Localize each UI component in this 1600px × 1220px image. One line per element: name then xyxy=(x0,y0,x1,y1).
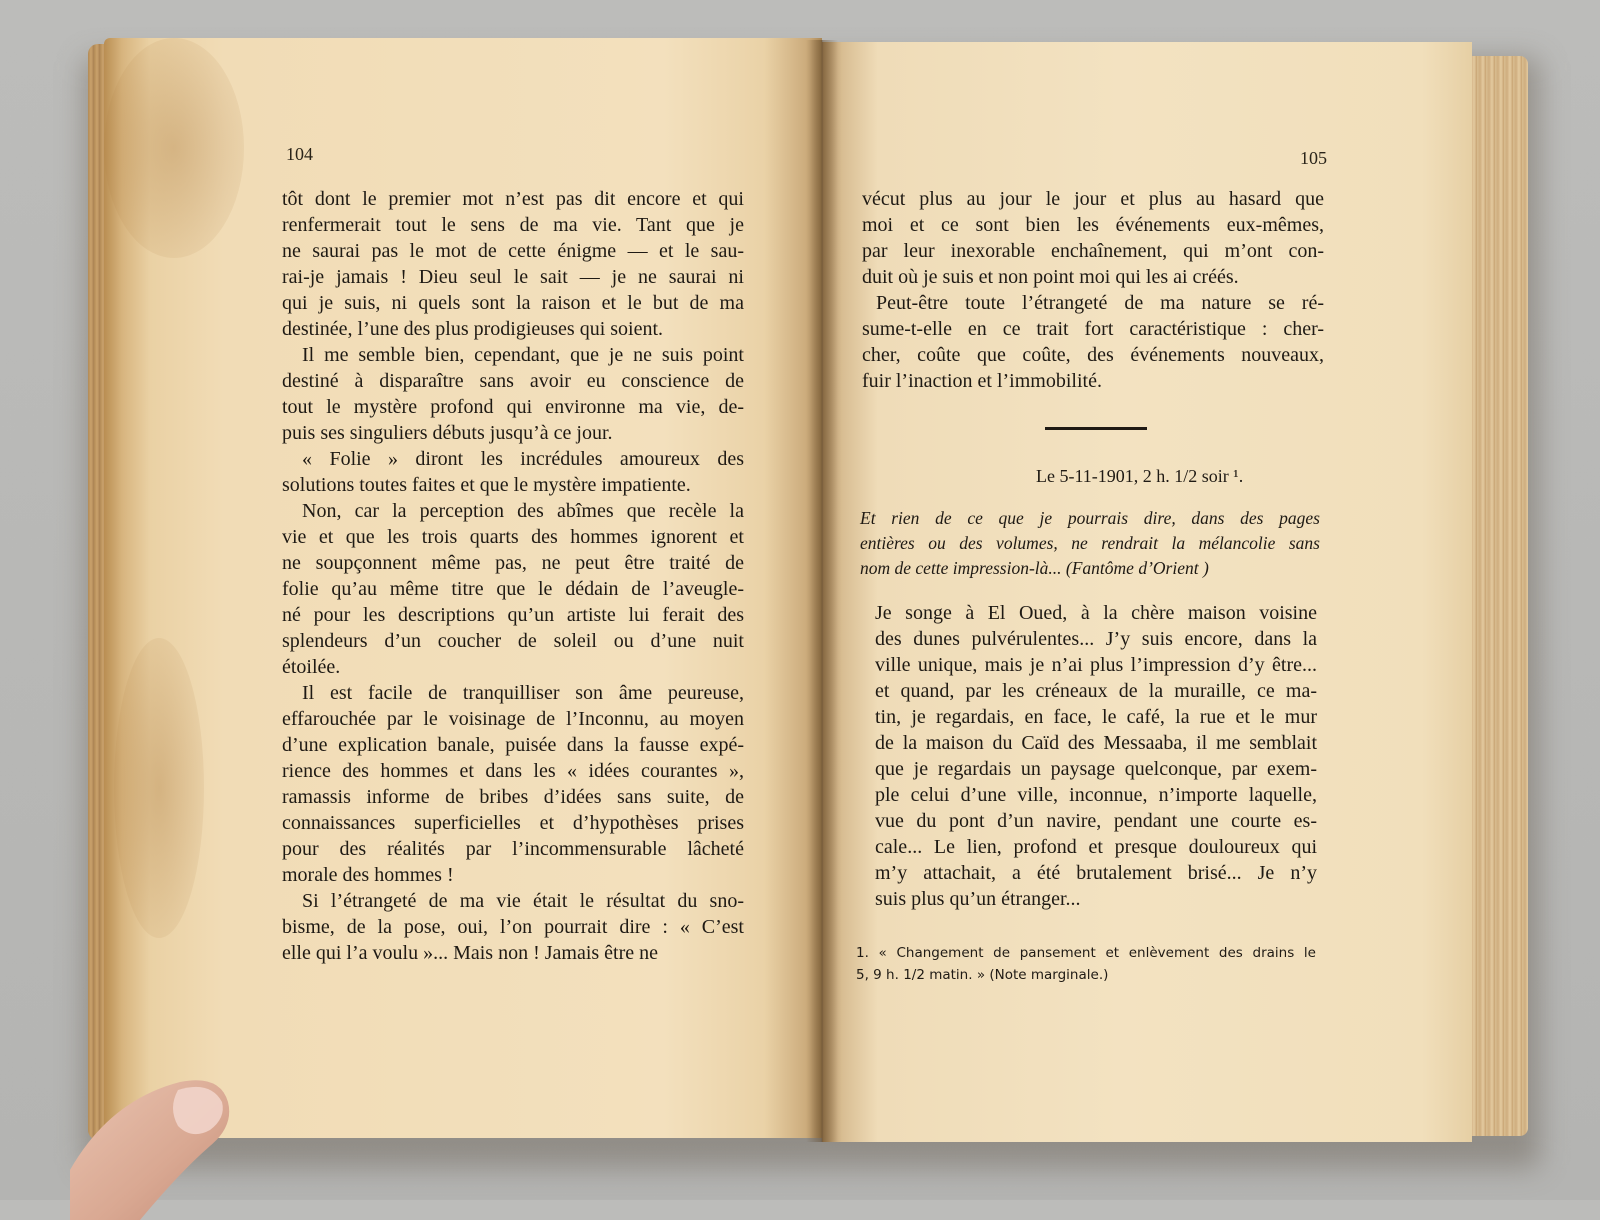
text-line: tout le mystère profond qui environne ma vie, de- xyxy=(282,396,744,418)
text-line: effarouchée par le voisinage de l’Inconnu, au moyen xyxy=(282,708,744,730)
text-line: par leur inexorable enchaînement, qui m’ont con- xyxy=(862,240,1324,262)
text-line: tin, je regardais, en face, le café, la rue et le mur xyxy=(875,706,1317,728)
text-line: tôt dont le premier mot n’est pas dit encore et qui xyxy=(282,188,744,210)
text-line: Non, car la perception des abîmes que recèle la xyxy=(302,500,744,522)
text-line: Peut-être toute l’étrangeté de ma nature se ré- xyxy=(876,292,1324,314)
text-line: folie qu’au même titre que le dédain de l’aveugle- xyxy=(282,578,744,600)
epigraph-line: entières ou des volumes, ne rendrait la mélancolie sans xyxy=(860,533,1320,553)
text-line: Je songe à El Oued, à la chère maison voisine xyxy=(875,602,1317,624)
text-line: puis ses singuliers débuts jusqu’à ce jour. xyxy=(282,422,613,444)
text-line: « Folie » diront les incrédules amoureux des xyxy=(302,448,744,470)
text-line: des dunes pulvérulentes... J’y suis encore, dans la xyxy=(875,628,1317,650)
text-line: destinée, l’une des plus prodigieuses qui soient. xyxy=(282,318,664,340)
page-number-right: 105 xyxy=(1300,148,1327,168)
text-line: suis plus qu’un étranger... xyxy=(875,888,1081,910)
text-line: elle qui l’a voulu »... Mais non ! Jamais être ne xyxy=(282,942,659,964)
text-line: cale... Le lien, profond et presque douloureux qui xyxy=(875,836,1317,858)
text-line: connaissances superficielles et d’hypothèses prises xyxy=(282,812,744,834)
text-line: ne saurai pas le mot de cette énigme — et le sau- xyxy=(282,240,744,262)
footnote-line: 5, 9 h. 1/2 matin. » (Note marginale.) xyxy=(856,967,1109,983)
text-line: ne soupçonnent même pas, ne peut être traité de xyxy=(282,552,744,574)
text-line: vue du pont d’un navire, pendant une courte es- xyxy=(875,810,1317,832)
text-line: Il est facile de tranquilliser son âme peureuse, xyxy=(302,682,744,704)
text-line: bisme, de la pose, oui, l’on pourrait dire : « C’est xyxy=(282,916,744,938)
text-line: de la maison du Caïd des Messaaba, il me semblait xyxy=(875,732,1317,754)
text-line: solutions toutes faites et que le mystère impatiente. xyxy=(282,474,691,496)
text-line: rai-je jamais ! Dieu seul le sait — je ne saurai ni xyxy=(282,266,744,288)
text-line: ple celui d’une ville, inconnue, n’importe laquelle, xyxy=(875,784,1317,806)
text-line: vécut plus au jour le jour et plus au hasard que xyxy=(862,188,1324,210)
text-line: d’une explication banale, puisée dans la fausse expé- xyxy=(282,734,744,756)
text-line: cher, coûte que coûte, des événements nouveaux, xyxy=(862,344,1324,366)
text-line: rience des hommes et dans les « idées courantes », xyxy=(282,760,744,782)
text-line: ville unique, mais je n’ai plus l’impression d’y être... xyxy=(875,654,1317,676)
text-line: renfermerait tout le sens de ma vie. Tant que je xyxy=(282,214,744,236)
text-line: Si l’étrangeté de ma vie était le résultat du sno- xyxy=(302,890,744,912)
text-line: pour des réalités par l’incommensurable lâcheté xyxy=(282,838,744,860)
text-line: né pour les descriptions qu’un artiste lui ferait des xyxy=(282,604,744,626)
text-line: destiné à disparaître sans avoir eu conscience de xyxy=(282,370,744,392)
text-line: splendeurs d’un coucher de soleil ou d’une nuit xyxy=(282,630,744,652)
text-line: ramassis informe de bribes d’idées sans suite, de xyxy=(282,786,744,808)
footnote-line: 1. « Changement de pansement et enlèvement des drains le xyxy=(856,945,1316,961)
epigraph-line: nom de cette impression-là... (Fantôme d’Orient ) xyxy=(860,558,1209,578)
page-number-left: 104 xyxy=(286,144,313,164)
epigraph-line: Et rien de ce que je pourrais dire, dans des pages xyxy=(860,508,1320,528)
text-line: moi et ce sont bien les événements eux-mêmes, xyxy=(862,214,1324,236)
text-line: sume-t-elle en ce trait fort caractéristique : cher- xyxy=(862,318,1324,340)
section-divider xyxy=(1045,427,1147,430)
text-line: Il me semble bien, cependant, que je ne suis point xyxy=(302,344,744,366)
text-line: qui je suis, ni quels sont la raison et le but de ma xyxy=(282,292,744,314)
paper-stain xyxy=(114,638,204,938)
text-line: vie et que les trois quarts des hommes ignorent et xyxy=(282,526,744,548)
thumb xyxy=(70,1060,240,1220)
text-line: que je regardais un paysage quelconque, par exem- xyxy=(875,758,1317,780)
text-line: morale des hommes ! xyxy=(282,864,454,886)
text-line: duit où je suis et non point moi qui les ai créés. xyxy=(862,266,1239,288)
paper-stain xyxy=(104,38,244,258)
journal-entry-date: Le 5-11-1901, 2 h. 1/2 soir ¹. xyxy=(1036,466,1244,486)
text-line: et quand, par les créneaux de la muraille, ce ma- xyxy=(875,680,1317,702)
book-gutter xyxy=(806,40,838,1142)
text-line: m’y attachait, a été brutalement brisé... Je n’y xyxy=(875,862,1317,884)
text-line: étoilée. xyxy=(282,656,341,678)
right-page-edges xyxy=(1468,56,1528,1136)
text-line: fuir l’inaction et l’immobilité. xyxy=(862,370,1102,392)
